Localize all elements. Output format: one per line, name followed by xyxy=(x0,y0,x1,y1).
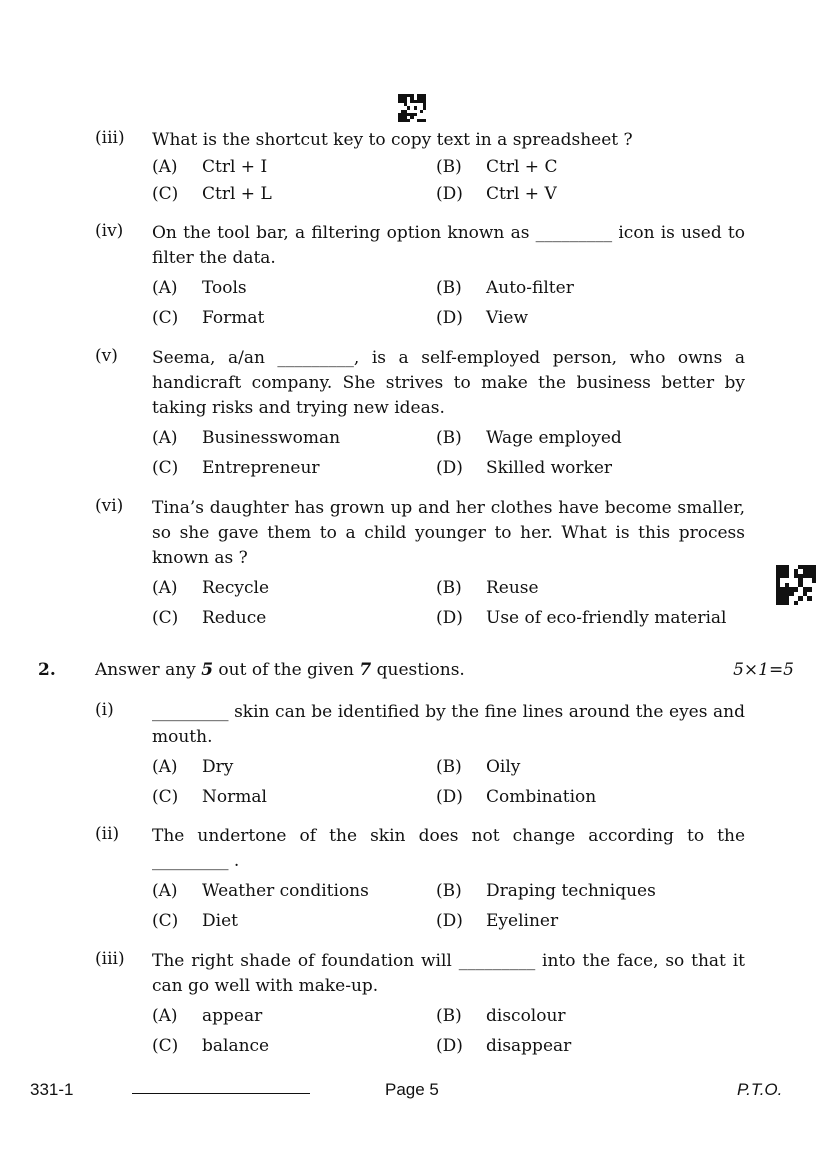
option-label: (A) xyxy=(152,757,178,777)
option-label: (A) xyxy=(152,278,178,298)
option-text: View xyxy=(486,308,529,328)
options xyxy=(152,1001,745,1061)
question-1-vi xyxy=(95,496,745,633)
paper-code: 331-1 xyxy=(30,1080,74,1099)
option-text: Ctrl + C xyxy=(486,156,558,177)
option-b xyxy=(436,1001,736,1031)
option-label: (B) xyxy=(436,428,462,448)
instruction-mid: out of the given xyxy=(213,660,360,680)
option-text: Oily xyxy=(486,757,521,777)
option-label: (D) xyxy=(436,183,463,204)
option-c xyxy=(152,603,436,633)
option-c xyxy=(152,782,436,812)
option-text: Reduce xyxy=(202,608,267,628)
option-label: (A) xyxy=(152,428,178,448)
option-label: (D) xyxy=(436,1036,463,1056)
option-text: Reuse xyxy=(486,578,539,598)
section-2-heading xyxy=(38,660,794,684)
pto-label: P.T.O. xyxy=(737,1080,783,1099)
option-text: Weather conditions xyxy=(202,881,369,901)
question-number: (i) xyxy=(95,700,114,720)
option-b xyxy=(436,876,736,906)
option-d xyxy=(436,1031,736,1061)
options xyxy=(152,423,745,483)
option-a xyxy=(152,573,436,603)
option-a xyxy=(152,423,436,453)
option-d xyxy=(436,180,736,207)
option-text: Use of eco-friendly material xyxy=(486,608,727,628)
option-d xyxy=(436,603,736,633)
option-label: (C) xyxy=(152,183,179,204)
option-text: Entrepreneur xyxy=(202,458,320,478)
option-label: (A) xyxy=(152,156,178,177)
option-text: Diet xyxy=(202,911,238,931)
instruction-post: questions. xyxy=(371,660,465,680)
option-c xyxy=(152,453,436,483)
question-number: (iv) xyxy=(95,221,124,241)
option-d xyxy=(436,453,736,483)
option-text: discolour xyxy=(486,1006,566,1026)
option-text: Combination xyxy=(486,787,597,807)
question-text: _________ skin can be identified by the fine lines around the eyes and mouth. xyxy=(152,702,745,747)
option-c xyxy=(152,180,436,207)
option-text: Draping techniques xyxy=(486,881,656,901)
option-label: (C) xyxy=(152,308,179,328)
option-d xyxy=(436,906,736,936)
option-text: Recycle xyxy=(202,578,270,598)
section-number: 2. xyxy=(38,660,56,680)
question-text: Tina’s daughter has grown up and her clothes have become smaller, so she gave them to a child younger to her. What is this process known as ? xyxy=(152,498,745,568)
option-label: (C) xyxy=(152,458,179,478)
question-number: (ii) xyxy=(95,824,120,844)
option-b xyxy=(436,752,736,782)
option-text: balance xyxy=(202,1036,270,1056)
question-number: (v) xyxy=(95,346,118,366)
page-number: Page 5 xyxy=(385,1080,439,1099)
option-label: (D) xyxy=(436,911,463,931)
options xyxy=(152,153,745,207)
option-label: (B) xyxy=(436,1006,462,1026)
option-text: Businesswoman xyxy=(202,428,341,448)
option-b xyxy=(436,273,736,303)
option-label: (B) xyxy=(436,757,462,777)
option-a xyxy=(152,876,436,906)
question-text: What is the shortcut key to copy text in a spreadsheet ? xyxy=(152,130,633,150)
question-text: The undertone of the skin does not change according to the _________ . xyxy=(152,826,745,871)
option-label: (B) xyxy=(436,156,462,177)
option-b xyxy=(436,573,736,603)
option-label: (B) xyxy=(436,881,462,901)
question-2-ii xyxy=(95,824,745,936)
option-c xyxy=(152,906,436,936)
instruction-count-total: 7 xyxy=(359,660,372,680)
footer-divider xyxy=(132,1093,310,1094)
option-label: (B) xyxy=(436,278,462,298)
option-a xyxy=(152,273,436,303)
question-number: (iii) xyxy=(95,949,125,969)
option-text: appear xyxy=(202,1006,263,1026)
option-text: Ctrl + V xyxy=(486,183,557,204)
option-label: (D) xyxy=(436,458,463,478)
option-label: (C) xyxy=(152,608,179,628)
option-c xyxy=(152,1031,436,1061)
instruction-count-any: 5 xyxy=(201,660,214,680)
options xyxy=(152,573,745,633)
option-label: (C) xyxy=(152,787,179,807)
option-label: (A) xyxy=(152,578,178,598)
question-1-iv xyxy=(95,221,745,333)
option-text: Normal xyxy=(202,787,267,807)
option-c xyxy=(152,303,436,333)
option-text: Eyeliner xyxy=(486,911,559,931)
option-text: Wage employed xyxy=(486,428,622,448)
section-instruction xyxy=(95,660,465,680)
question-text: Seema, a/an _________, is a self-employed person, who owns a handicraft company. She strives to make the business better by taking risks and trying new ideas. xyxy=(152,348,745,418)
option-b xyxy=(436,423,736,453)
option-text: Tools xyxy=(202,278,247,298)
question-number: (vi) xyxy=(95,496,124,516)
question-text: On the tool bar, a filtering option known as _________ icon is used to filter the data. xyxy=(152,223,745,268)
question-text: The right shade of foundation will _________ into the face, so that it can go well with make-up. xyxy=(152,951,745,996)
option-label: (C) xyxy=(152,911,179,931)
option-d xyxy=(436,782,736,812)
option-label: (D) xyxy=(436,308,463,328)
option-label: (B) xyxy=(436,578,462,598)
option-label: (C) xyxy=(152,1036,179,1056)
option-label: (A) xyxy=(152,881,178,901)
option-text: Ctrl + L xyxy=(202,183,272,204)
option-label: (A) xyxy=(152,1006,178,1026)
option-a xyxy=(152,752,436,782)
option-b xyxy=(436,153,736,180)
options xyxy=(152,876,745,936)
option-a xyxy=(152,153,436,180)
option-text: Ctrl + I xyxy=(202,156,268,177)
option-text: Skilled worker xyxy=(486,458,613,478)
instruction-pre: Answer any xyxy=(95,660,202,680)
question-1-iii xyxy=(95,128,745,207)
question-2-i xyxy=(95,700,745,812)
option-label: (D) xyxy=(436,608,463,628)
qr-code-side-icon xyxy=(776,565,816,605)
question-2-iii xyxy=(95,949,745,1061)
option-text: Auto-filter xyxy=(486,278,574,298)
options xyxy=(152,752,745,812)
option-text: Format xyxy=(202,308,265,328)
option-text: Dry xyxy=(202,757,234,777)
qr-code-icon xyxy=(398,94,426,122)
option-a xyxy=(152,1001,436,1031)
option-label: (D) xyxy=(436,787,463,807)
option-text: disappear xyxy=(486,1036,572,1056)
question-1-v xyxy=(95,346,745,483)
section-marks: 5×1=5 xyxy=(733,660,794,680)
question-number: (iii) xyxy=(95,128,125,148)
options xyxy=(152,273,745,333)
option-d xyxy=(436,303,736,333)
